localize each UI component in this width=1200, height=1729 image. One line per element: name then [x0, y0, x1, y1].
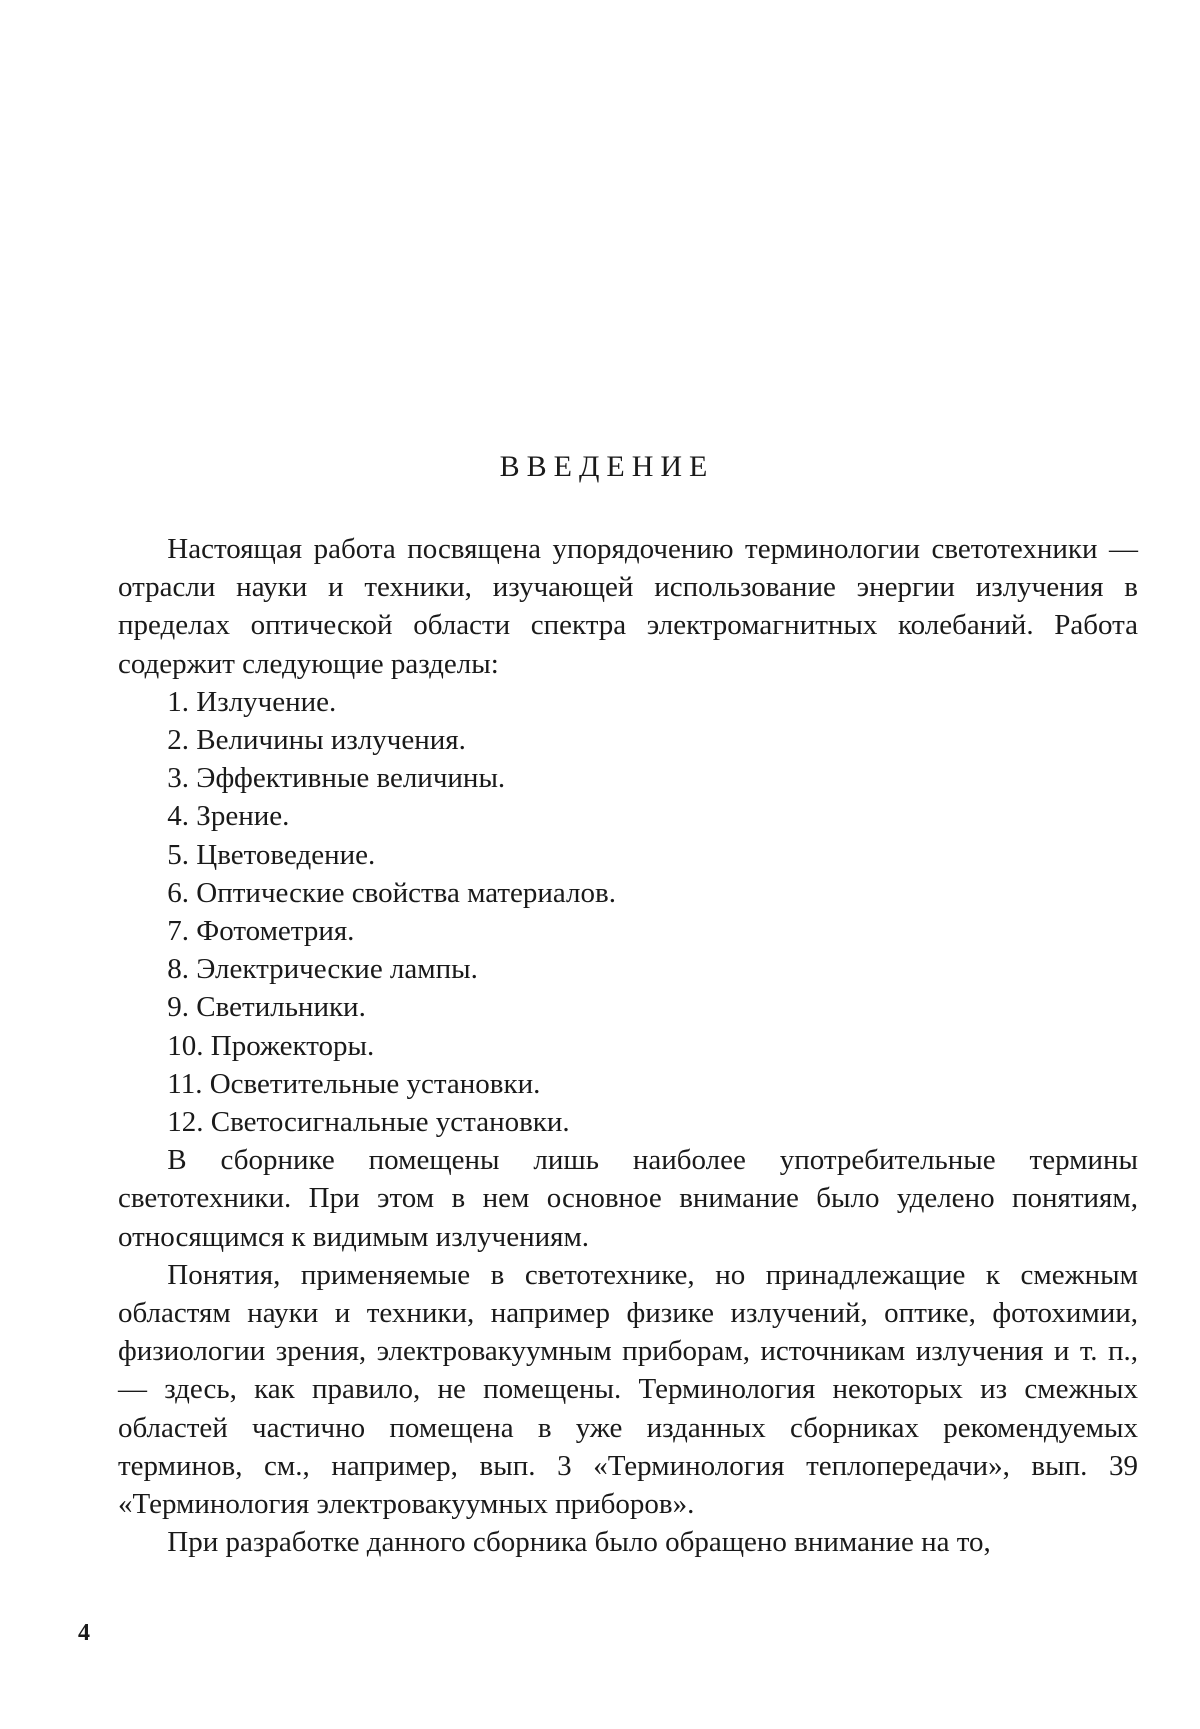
list-item: 11. Осветительные установки.: [118, 1065, 1138, 1103]
section-heading: ВВЕДЕНИЕ: [0, 450, 1200, 484]
list-item: 7. Фотометрия.: [118, 912, 1138, 950]
scope-paragraph: В сборнике помещены лишь наиболее употребительные термины светотехники. При этом в нем основное внимание было уделено понятиям, относящимся к видимым излучениям.: [118, 1141, 1138, 1256]
list-item: 3. Эффективные величины.: [118, 759, 1138, 797]
list-item: 9. Светильники.: [118, 988, 1138, 1026]
list-item: 12. Светосигнальные установки.: [118, 1103, 1138, 1141]
body-text: [118, 530, 1138, 1561]
intro-paragraph: Настоящая работа посвящена упорядочению терминологии светотехники — отрасли науки и техники, изучающей использование энергии излучения в пределах оптической области спектра электромагнитных колебаний. Работа содержит следующие разделы:: [118, 530, 1138, 683]
related-fields-paragraph: Понятия, применяемые в светотехнике, но принадлежащие к смежным областям науки и техники, например физике излучений, оптике, фотохимии, физиологии зрения, электровакуумным приборам, источникам излучения и т. п.,— здесь, как правило, не помещены. Терминология некоторых из смежных областей частично помещена в уже изданных сборниках рекомендуемых терминов, см., например, вып. 3 «Терминология теплопередачи», вып. 39 «Терминология электровакуумных приборов».: [118, 1256, 1138, 1523]
list-item: 1. Излучение.: [118, 683, 1138, 721]
sections-list: [118, 683, 1138, 1141]
list-item: 10. Прожекторы.: [118, 1027, 1138, 1065]
document-page: [0, 0, 1200, 1729]
list-item: 2. Величины излучения.: [118, 721, 1138, 759]
list-item: 8. Электрические лампы.: [118, 950, 1138, 988]
closing-paragraph: При разработке данного сборника было обращено внимание на то,: [118, 1523, 1138, 1561]
list-item: 4. Зрение.: [118, 797, 1138, 835]
page-number: 4: [78, 1620, 90, 1647]
list-item: 5. Цветоведение.: [118, 836, 1138, 874]
list-item: 6. Оптические свойства материалов.: [118, 874, 1138, 912]
